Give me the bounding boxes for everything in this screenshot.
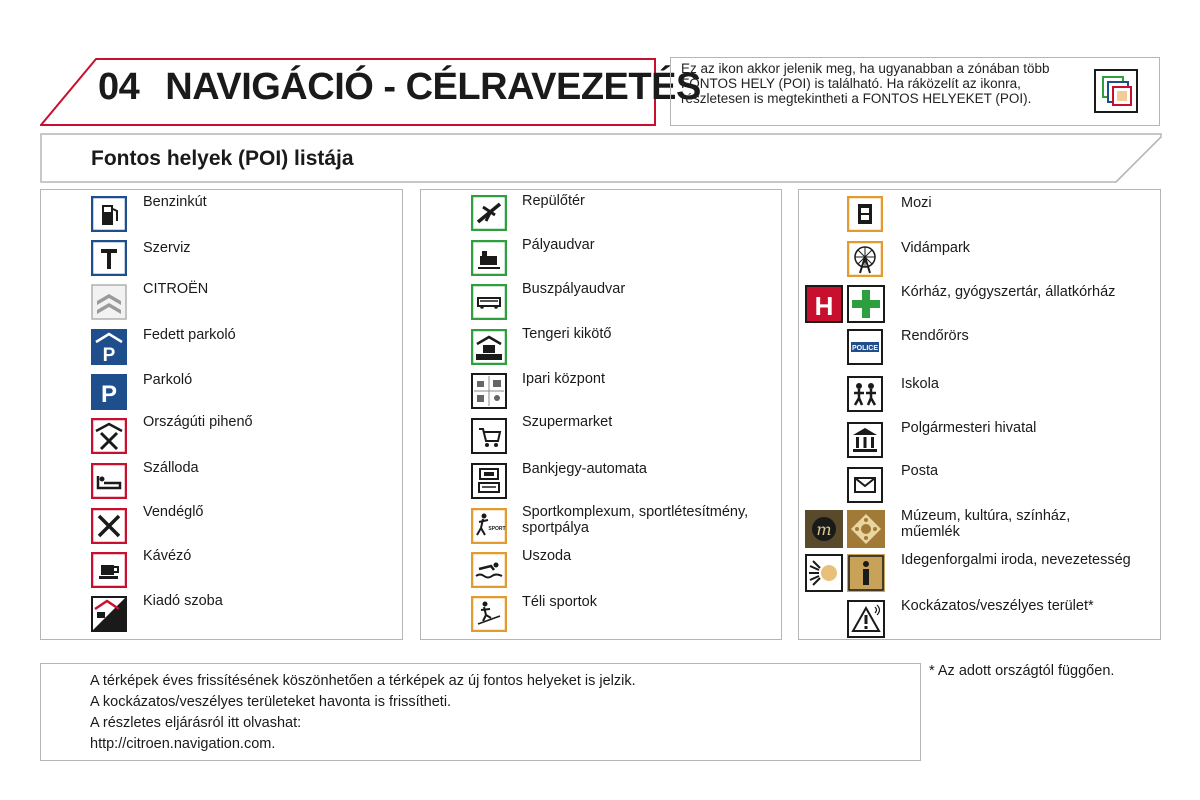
poi-column-2 [420,189,782,640]
rest-area-icon [91,418,127,454]
poi-label-fuel-station: Benzinkút [143,194,207,210]
footer-line-2: A kockázatos/veszélyes területeket havonta is frissítheti. [90,694,452,710]
poi-label-seaport: Tengeri kikötő [522,326,612,342]
svg-text:H: H [814,291,834,321]
poi-label-winter-sports: Téli sportok [522,594,597,610]
police-icon [847,329,883,365]
multiple-poi-icon [1094,69,1138,113]
atm-icon [471,463,507,499]
airport-icon [471,195,507,231]
poi-label-tourist-office: Idegenforgalmi iroda, nevezetesség [901,552,1131,568]
chapter-title: NAVIGÁCIÓ - CÉLRAVEZETÉS [165,66,701,108]
poi-column-1 [40,189,403,640]
school-icon [847,376,883,412]
poi-label-museum: Múzeum, kultúra, színház, műemlék [901,508,1071,540]
poi-label-citroen: CITROËN [143,281,209,297]
poi-label-bus-station: Buszpályaudvar [522,281,626,297]
section-title: Fontos helyek (POI) listája [91,147,354,170]
section-header [40,133,1162,183]
poi-label-police: Rendőrörs [901,328,969,344]
poi-label-atm: Bankjegy-automata [522,461,647,477]
museum-icon [805,510,843,548]
svg-text:P: P [102,345,116,365]
hospital-icon [805,285,843,323]
footnote: * Az adott országtól függően. [929,663,1115,679]
restaurant-icon [91,508,127,544]
svg-text:m: m [816,520,832,539]
cafe-icon [91,552,127,588]
sport-complex-icon [471,508,507,544]
service-icon [91,240,127,276]
poi-label-cafe: Kávézó [143,548,192,564]
chapter-number: 04 [98,66,140,108]
poi-label-rest-area: Országúti pihenő [143,414,253,430]
poi-label-amusement-park: Vidámpark [901,240,971,256]
rental-room-icon [91,596,127,632]
footer-link-text: http://citroen.navigation.com. [90,736,276,752]
footer-line-1: A térképek éves frissítésének köszönhetően a térképek az új fontos helyeket is jelzik. [90,673,636,689]
town-hall-icon [847,422,883,458]
seaport-icon [471,329,507,365]
citroen-logo-icon [91,284,127,320]
poi-label-train-station: Pályaudvar [522,237,595,253]
poi-label-sport-complex: Sportkomplexum, sportlétesítmény, sportpálya [522,504,749,536]
poi-label-airport: Repülőtér [522,193,585,209]
svg-text:SPORT: SPORT [488,526,506,532]
poi-label-industrial-zone: Ipari központ [522,371,606,387]
supermarket-icon [471,418,507,454]
poi-label-service: Szerviz [143,240,191,256]
page-title [98,66,701,109]
information-icon [847,554,885,592]
poi-label-hotel: Szálloda [143,460,199,476]
poi-label-supermarket: Szupermarket [522,414,613,430]
amusement-park-icon [847,241,883,277]
poi-label-swimming-pool: Uszoda [522,548,572,564]
poi-label-danger-zone: Kockázatos/veszélyes terület* [901,598,1094,614]
industrial-zone-icon [471,373,507,409]
svg-text:POLICE: POLICE [851,345,879,352]
bus-station-icon [471,284,507,320]
poi-label-post-office: Posta [901,463,939,479]
fuel-station-icon [91,196,127,232]
covered-parking-icon [91,329,127,365]
info-text: Ez az ikon akkor jelenik meg, ha ugyanabban a zónában több FONTOS HELY (POI) is található. Ha ráközelít az ikonra, részletesen is megtekintheti a FONTOS HELYEKET (POI). [681,61,1050,106]
parking-icon [91,374,127,410]
poi-label-town-hall: Polgármesteri hivatal [901,420,1037,436]
tourist-attraction-icon [805,554,843,592]
hotel-icon [91,463,127,499]
poi-label-restaurant: Vendéglő [143,504,204,520]
train-station-icon [471,240,507,276]
poi-label-covered-parking: Fedett parkoló [143,327,236,343]
poi-label-rental-room: Kiadó szoba [143,593,223,609]
poi-label-hospital: Kórház, gyógyszertár, állatkórház [901,284,1116,300]
footer-note-box [40,663,921,761]
winter-sports-icon [471,596,507,632]
poi-label-parking: Parkoló [143,372,193,388]
poi-label-school: Iskola [901,376,939,392]
post-office-icon [847,467,883,503]
svg-text:P: P [100,381,118,408]
monument-icon [847,510,885,548]
poi-column-3 [798,189,1161,640]
poi-label-cinema: Mozi [901,195,932,211]
info-box [670,57,1160,126]
pharmacy-icon [847,285,885,323]
title-banner [40,58,701,126]
danger-zone-icon [847,600,885,638]
cinema-icon [847,196,883,232]
footer-line-3: A részletes eljárásról itt olvashat: [90,715,302,731]
swimming-pool-icon [471,552,507,588]
